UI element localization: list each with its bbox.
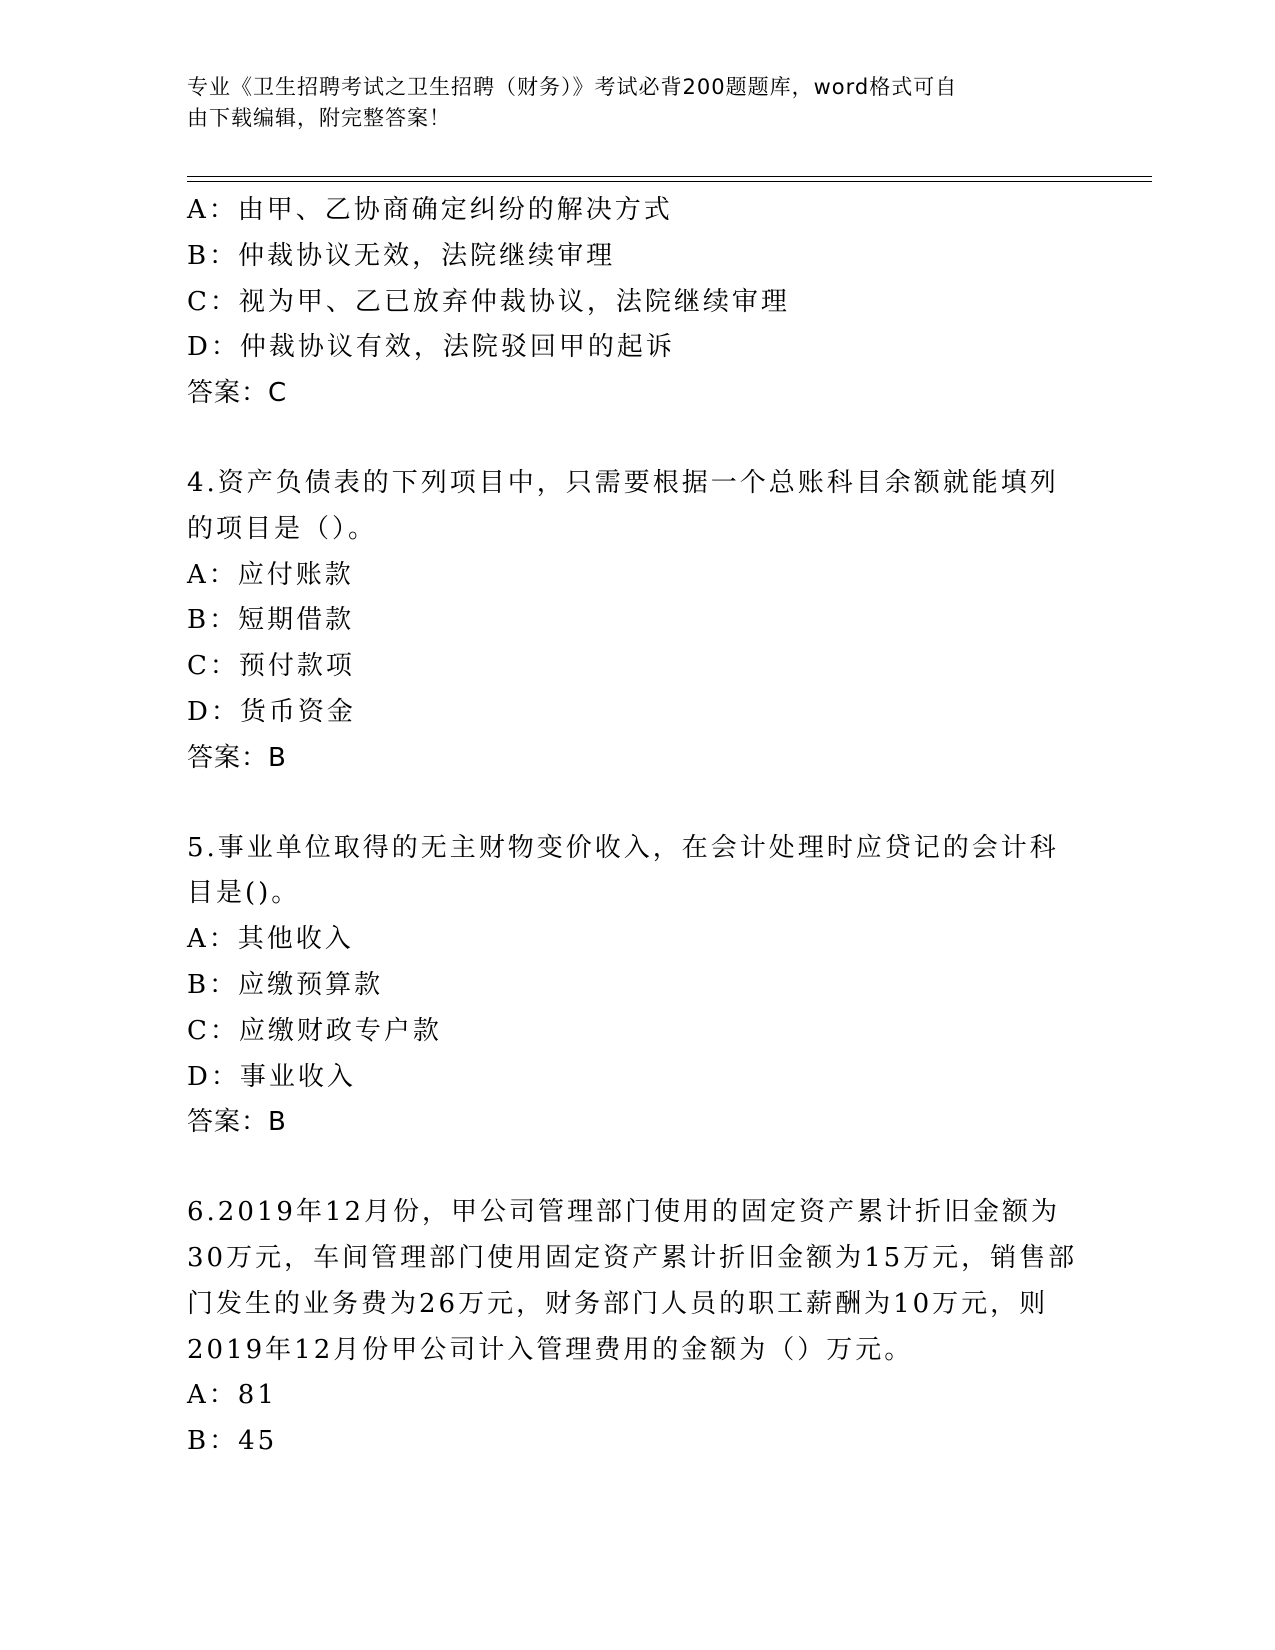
question-list <box>187 188 1087 1465</box>
question-stem-line: 5.事业单位取得的无主财物变价收入，在会计处理时应贷记的会计科 <box>187 832 1059 863</box>
option-c: C：预付款项 <box>187 651 355 682</box>
option-d: D：货币资金 <box>187 696 356 727</box>
option-a: A：应付账款 <box>187 559 354 590</box>
document-header <box>187 72 1087 134</box>
option-b: B：应缴预算款 <box>187 969 384 1000</box>
question-6 <box>187 1190 1087 1465</box>
answer: 答案：B <box>187 1107 287 1138</box>
question-5 <box>187 826 1087 1147</box>
question-3 <box>187 188 1087 417</box>
question-stem-line: 的项目是（）。 <box>187 513 378 544</box>
question-stem-line: 30万元，车间管理部门使用固定资产累计折旧金额为15万元，销售部 <box>187 1242 1078 1273</box>
option-d: D：仲裁协议有效，法院驳回甲的起诉 <box>187 332 675 363</box>
option-b: B：45 <box>187 1426 278 1457</box>
answer: 答案：B <box>187 742 287 773</box>
header-line-2: 由下载编辑，附完整答案！ <box>187 106 451 130</box>
option-b: B：短期借款 <box>187 605 355 636</box>
question-4 <box>187 461 1087 782</box>
question-stem-line: 4.资产负债表的下列项目中，只需要根据一个总账科目余额就能填列 <box>187 467 1059 498</box>
answer: 答案：C <box>187 378 288 409</box>
option-c: C：应缴财政专户款 <box>187 1015 442 1046</box>
option-a: A：81 <box>187 1380 277 1411</box>
option-a: A：其他收入 <box>187 924 354 955</box>
header-line-1: 专业《卫生招聘考试之卫生招聘（财务）》考试必背200题题库，word格式可自 <box>187 75 958 99</box>
spacer <box>187 782 1087 826</box>
spacer <box>187 1146 1087 1190</box>
header-divider-top <box>187 176 1152 177</box>
question-stem-line: 2019年12月份甲公司计入管理费用的金额为（）万元。 <box>187 1334 914 1365</box>
question-stem-line: 目是()。 <box>187 878 301 909</box>
option-c: C：视为甲、乙已放弃仲裁协议，法院继续审理 <box>187 286 790 317</box>
spacer <box>187 417 1087 461</box>
header-divider-bottom <box>187 181 1152 182</box>
question-stem-line: 门发生的业务费为26万元，财务部门人员的职工薪酬为10万元，则 <box>187 1288 1049 1319</box>
option-d: D：事业收入 <box>187 1061 356 1092</box>
option-b: B：仲裁协议无效，法院继续审理 <box>187 240 616 271</box>
question-stem-line: 6.2019年12月份，甲公司管理部门使用的固定资产累计折旧金额为 <box>187 1197 1061 1228</box>
option-a: A：由甲、乙协商确定纠纷的解决方式 <box>187 195 673 225</box>
